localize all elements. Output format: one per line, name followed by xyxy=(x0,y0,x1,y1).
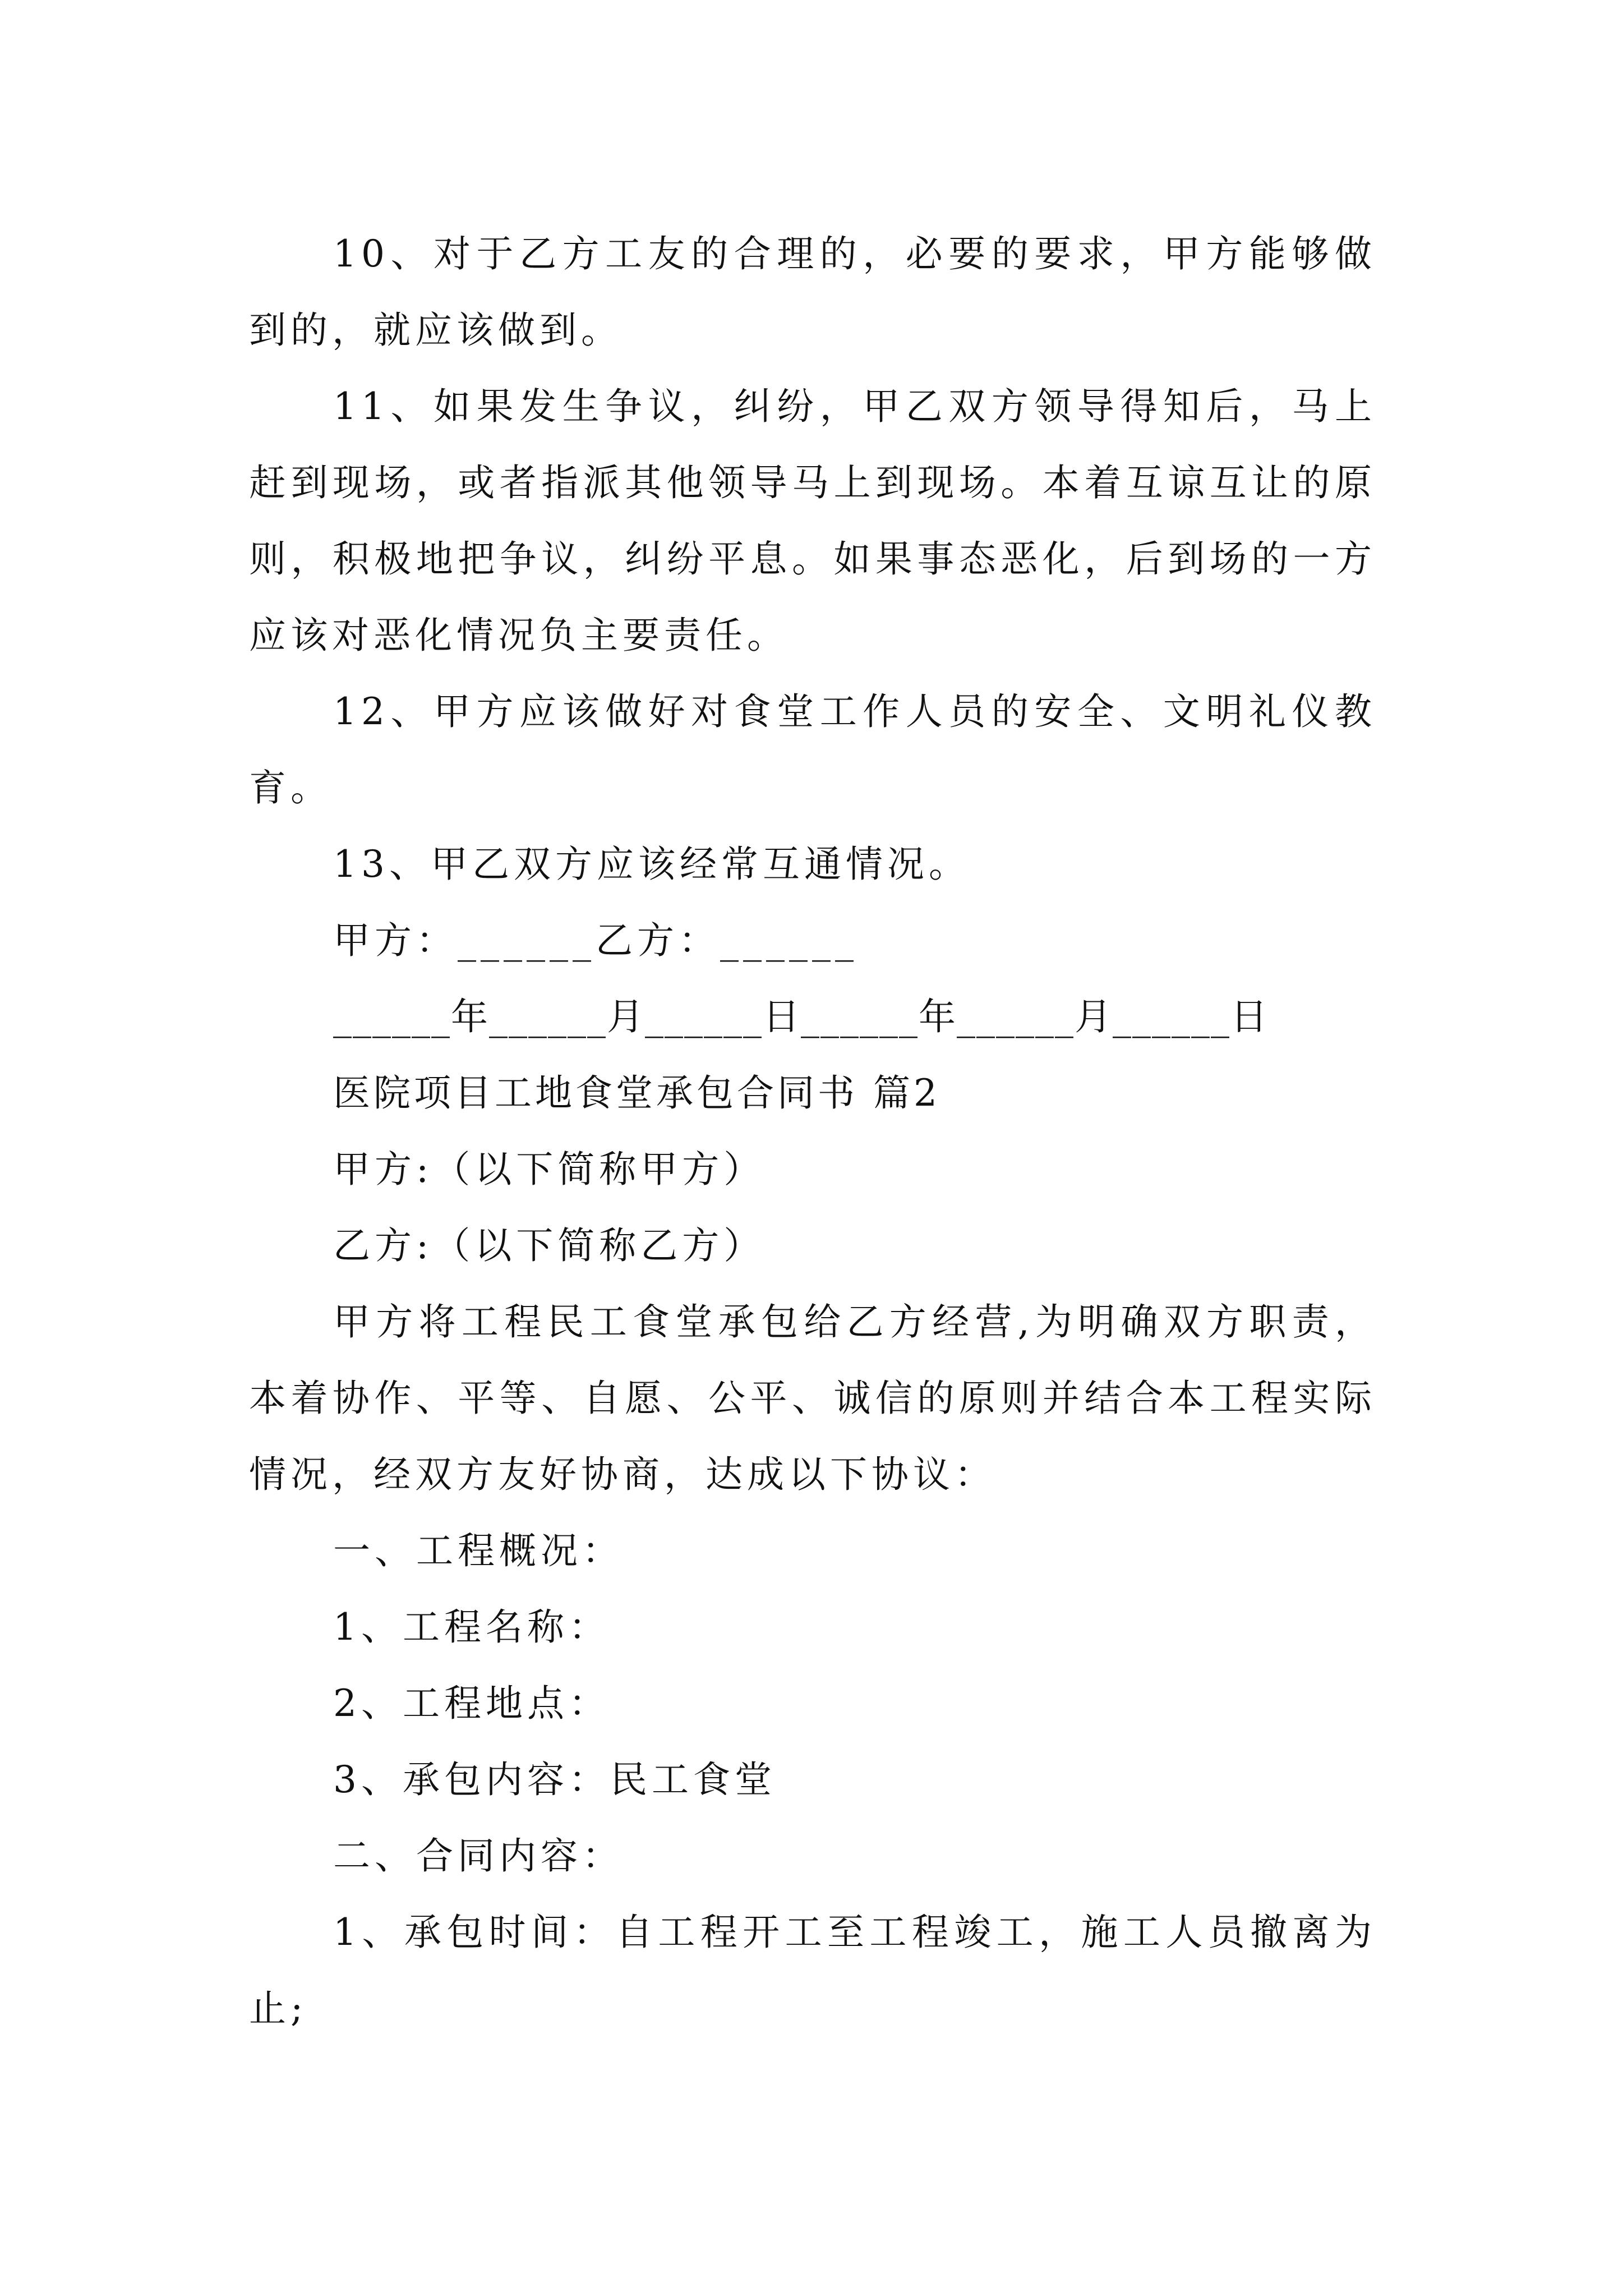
section-title: 医院项目工地食堂承包合同书 篇2 xyxy=(333,1071,940,1115)
signature-dates: ______年______月______日______年______月______日 xyxy=(333,995,1269,1038)
party-a-line: 甲方:（以下简称甲方） xyxy=(333,1148,766,1191)
party-b-line: 乙方:（以下简称乙方） xyxy=(333,1224,766,1267)
clause-12: 12、甲方应该做好对食堂工作人员的安全、文明礼仪教育。 xyxy=(249,690,1376,809)
heading-project-overview: 一、工程概况： xyxy=(333,1529,624,1572)
contract-scope: 3、承包内容：民工食堂 xyxy=(333,1758,776,1801)
project-name: 1、工程名称： xyxy=(333,1605,610,1649)
preamble: 甲方将工程民工食堂承包给乙方经营,为明确双方职责，本着协作、平等、自愿、公平、诚信的原则并结合本工程实际情况，经双方友好协商，达成以下协议： xyxy=(249,1300,1376,1496)
signature-parties: 甲方：______乙方：______ xyxy=(333,919,858,962)
clause-10: 10、对于乙方工友的合理的，必要的要求，甲方能够做到的，就应该做到。 xyxy=(249,232,1376,352)
heading-contract-content: 二、合同内容： xyxy=(333,1834,624,1878)
document-body xyxy=(249,216,1376,2047)
project-location: 2、工程地点： xyxy=(333,1682,610,1725)
clause-13: 13、甲乙双方应该经常互通情况。 xyxy=(333,843,970,886)
contract-term: 1、承包时间：自工程开工至工程竣工，施工人员撤离为止; xyxy=(249,1911,1376,2030)
clause-11: 11、如果发生争议，纠纷，甲乙双方领导得知后，马上赶到现场，或者指派其他领导马上到现场。本着互谅互让的原则，积极地把争议，纠纷平息。如果事态恶化，后到场的一方应该对恶化情况负主要责任。 xyxy=(249,385,1376,657)
